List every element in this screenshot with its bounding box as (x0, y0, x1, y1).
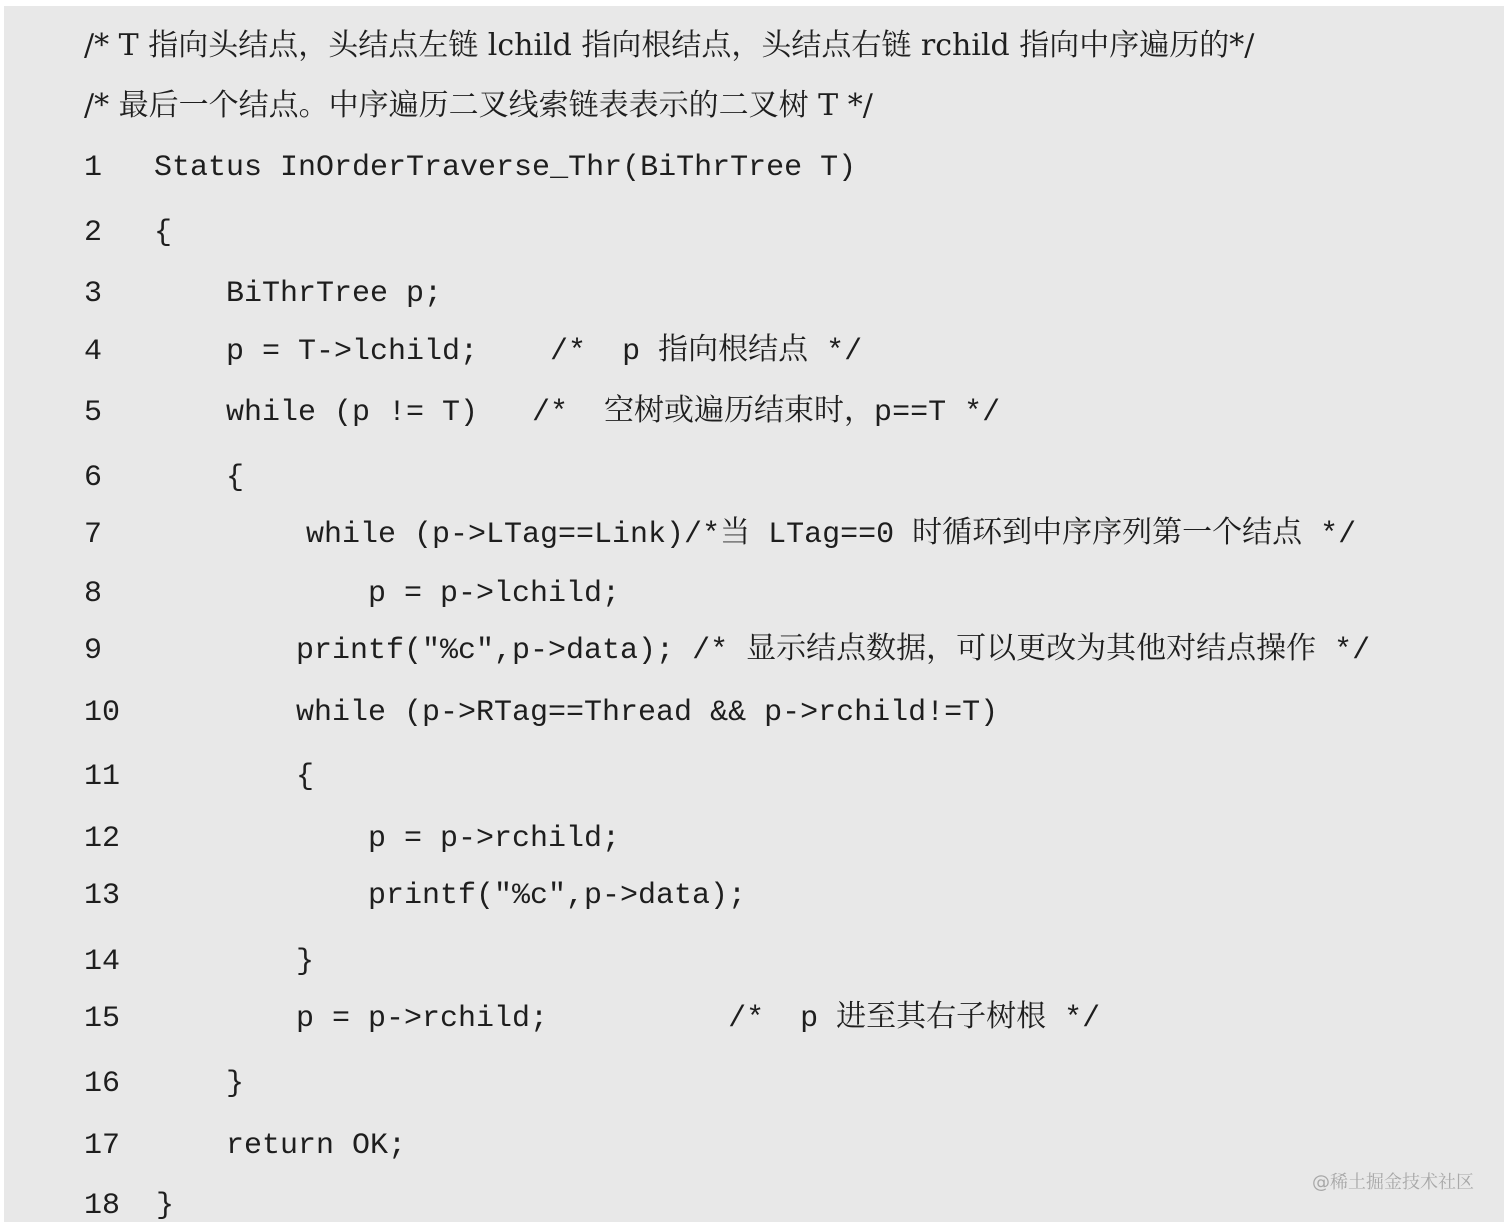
code-line: BiThrTree p; (226, 277, 443, 311)
line-number: 3 (84, 277, 103, 311)
code-line: printf("%c",p->data); /* 显示结点数据，可以更改为其他对结点操作 */ (296, 634, 1371, 668)
line-number: 8 (84, 577, 103, 611)
code-line: while (p->LTag==Link)/*当 LTag==0 时循环到中序序列第一个结点 */ (306, 518, 1357, 552)
code-line: { (154, 216, 173, 250)
code-line: } (226, 1067, 245, 1101)
header-comment-line-1: /* T 指向头结点，头结点左链 lchild 指向根结点，头结点右链 rchild 指向中序遍历的*/ (84, 28, 1255, 63)
code-line: while (p != T) /* 空树或遍历结束时，p==T */ (226, 396, 1001, 430)
code-line: return OK; (226, 1129, 407, 1163)
line-number: 11 (84, 760, 121, 794)
code-line: p = p->rchild; (368, 822, 621, 856)
code-panel (4, 6, 1504, 1222)
code-line: } (156, 1189, 175, 1223)
code-line: printf("%c",p->data); (368, 879, 747, 913)
code-line: Status InOrderTraverse_Thr(BiThrTree T) (154, 151, 857, 185)
line-number: 18 (84, 1189, 121, 1223)
line-number: 4 (84, 335, 103, 369)
line-number: 6 (84, 461, 103, 495)
line-number: 2 (84, 216, 103, 250)
line-number: 14 (84, 945, 121, 979)
code-line: { (296, 760, 315, 794)
code-line: p = p->lchild; (368, 577, 621, 611)
line-number: 1 (84, 151, 103, 185)
watermark: @稀土掘金技术社区 (1312, 1172, 1474, 1193)
code-line: p = p->rchild; /* p 进至其右子树根 */ (296, 1002, 1101, 1036)
line-number: 17 (84, 1129, 121, 1163)
header-comment-line-2: /* 最后一个结点。中序遍历二叉线索链表表示的二叉树 T */ (84, 88, 873, 123)
code-line: while (p->RTag==Thread && p->rchild!=T) (296, 696, 999, 730)
line-number: 15 (84, 1002, 121, 1036)
code-line: p = T->lchild; /* p 指向根结点 */ (226, 335, 863, 369)
line-number: 7 (84, 518, 103, 552)
line-number: 9 (84, 634, 103, 668)
line-number: 10 (84, 696, 121, 730)
line-number: 5 (84, 396, 103, 430)
code-line: { (226, 461, 245, 495)
code-line: } (296, 945, 315, 979)
line-number: 16 (84, 1067, 121, 1101)
line-number: 12 (84, 822, 121, 856)
line-number: 13 (84, 879, 121, 913)
